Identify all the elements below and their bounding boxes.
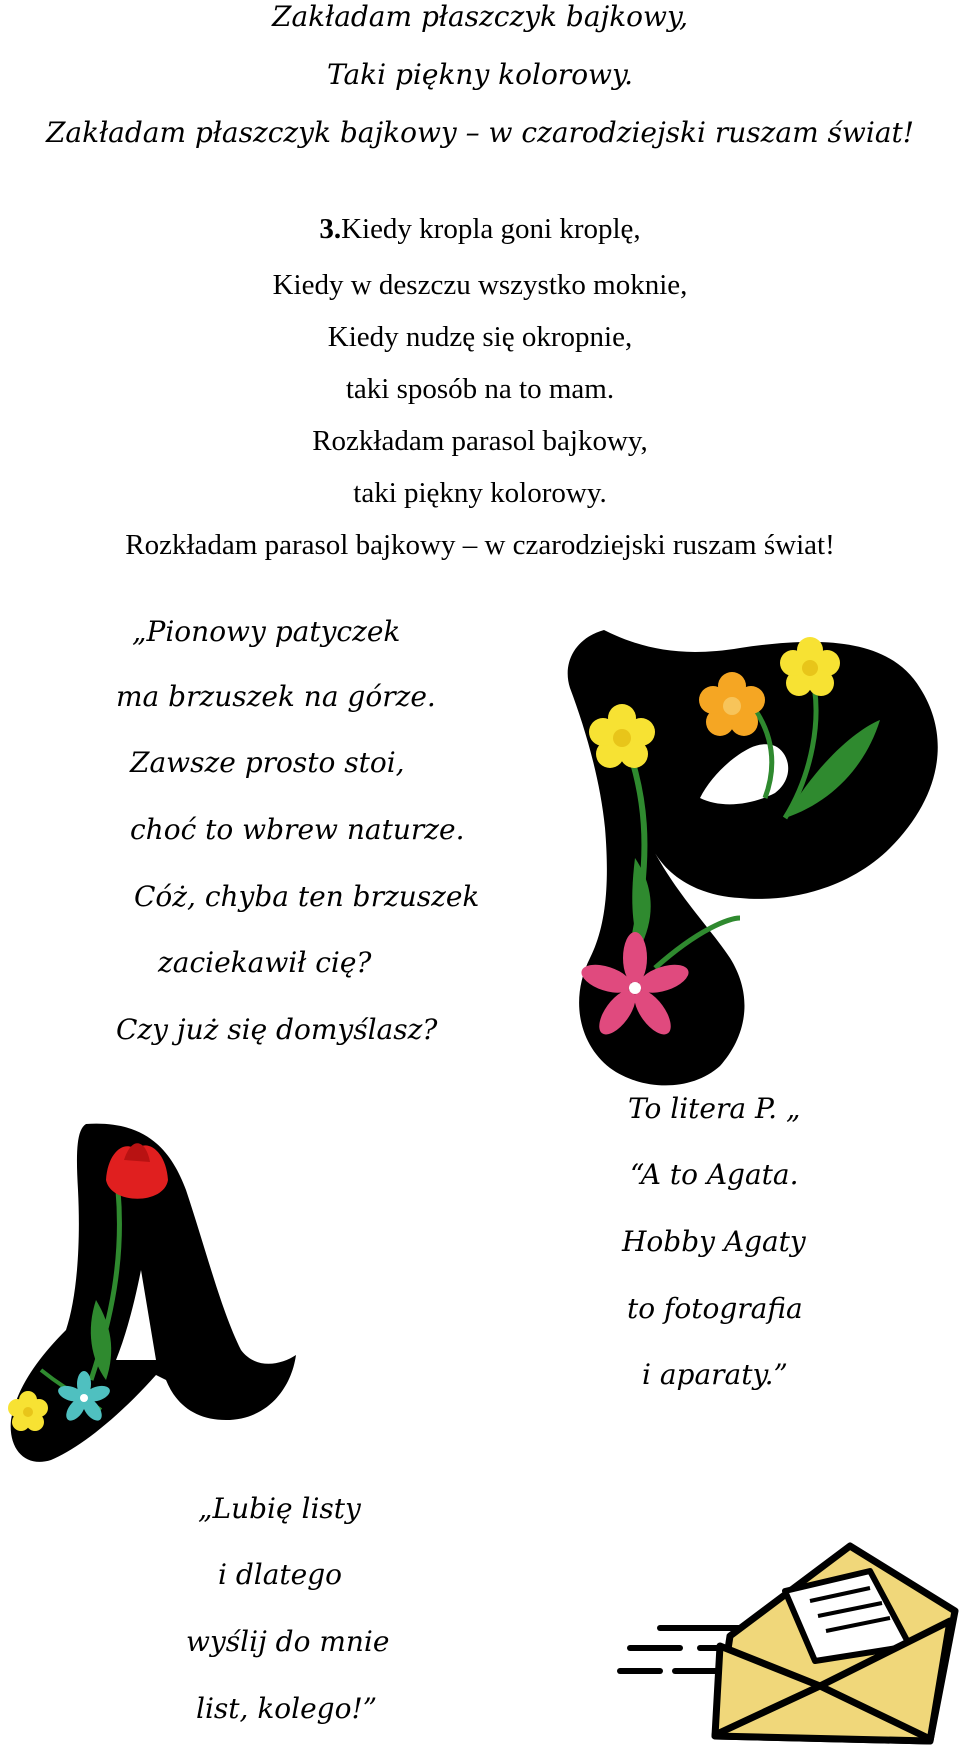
verse-3-line-1 <box>0 214 960 246</box>
riddle-p-line-4: choć to wbrew naturze. <box>130 813 465 846</box>
verse-3-line-4: taki sposób na to mam. <box>345 373 615 405</box>
verse-3-line-3: Kiedy nudzę się okropnie, <box>327 321 633 353</box>
poem-l-line-4: list, kolego!” <box>196 1692 378 1725</box>
poem-a-line-3: to fotografia <box>627 1292 803 1325</box>
letter-p-flower-icon <box>560 628 950 1090</box>
poem-l-line-3: wyślij do mnie <box>186 1625 390 1658</box>
refrain-line-3: Zakładam płaszczyk bajkowy – w czarodziejski ruszam świat! <box>45 116 915 149</box>
poem-a-line-4: i aparaty.” <box>642 1358 788 1391</box>
poem-l-line-1: „Lubię listy <box>198 1492 361 1525</box>
verse-number: 3. <box>319 213 342 245</box>
letter-a-flower-icon <box>6 1120 306 1470</box>
verse-3-line-1-text: Kiedy kropla goni kroplę, <box>341 213 641 245</box>
verse-3-line-6: taki piękny kolorowy. <box>353 477 607 509</box>
riddle-p-answer: To litera P. „ <box>628 1092 801 1125</box>
riddle-p-line-1: „Pionowy patyczek <box>132 615 401 648</box>
poem-l-line-2: i dlatego <box>218 1558 343 1591</box>
poem-a-line-1: “A to Agata. <box>630 1158 799 1191</box>
riddle-p-line-6: zaciekawił cię? <box>158 946 372 979</box>
riddle-p-line-2: ma brzuszek na górze. <box>116 680 436 713</box>
riddle-p-line-5: Cóż, chyba ten brzuszek <box>134 880 480 913</box>
flying-envelope-icon <box>620 1536 960 1751</box>
verse-3-line-7: Rozkładam parasol bajkowy – w czarodziejski ruszam świat! <box>125 529 835 561</box>
riddle-p-line-3: Zawsze prosto stoi, <box>130 746 405 779</box>
refrain-line-1: Zakładam płaszczyk bajkowy, <box>272 0 688 33</box>
refrain-line-2: Taki piękny kolorowy. <box>326 58 634 91</box>
verse-3-line-5: Rozkładam parasol bajkowy, <box>312 425 648 457</box>
poem-a-line-2: Hobby Agaty <box>622 1225 806 1258</box>
riddle-p-line-7: Czy już się domyślasz? <box>116 1013 438 1046</box>
verse-3-line-2: Kiedy w deszczu wszystko moknie, <box>272 269 688 301</box>
